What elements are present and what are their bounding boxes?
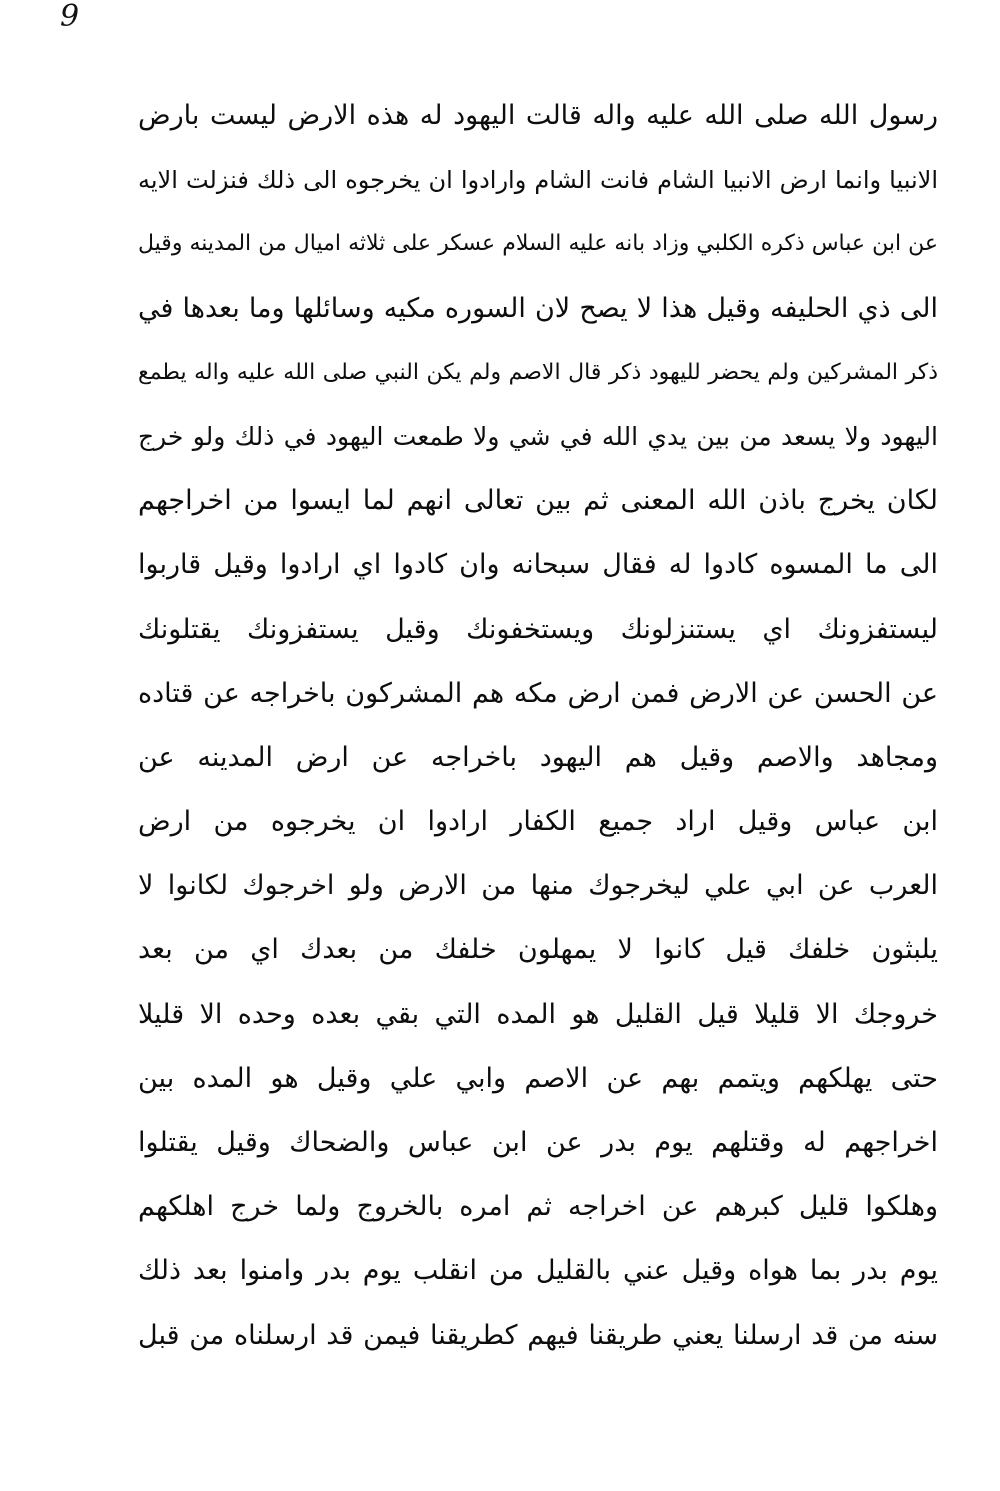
text-line: اليهود ولا يسعد من بين يدي الله في شي ولا طمعت اليهود في ذلك ولو خرج <box>138 421 938 451</box>
text-line: عن ابن عباس ذكره الكلبي وزاد بانه عليه السلام عسكر على ثلاثه اميال من المدينه وقيل <box>138 231 938 257</box>
text-line: عن الحسن عن الارض فمن ارض مكه هم المشركون باخراجه عن قتاده <box>138 677 938 709</box>
text-line: ذكر المشركين ولم يحضر لليهود ذكر قال الاصم ولم يكن النبي صلى الله عليه واله يطمع <box>138 359 938 385</box>
page-number: 9 <box>60 0 80 34</box>
text-line: ليستفزونك اي يستنزلونك ويستخفونك وقيل يستفزونك يقتلونك <box>138 613 938 645</box>
text-line: اخراجهم له وقتلهم يوم بدر عن ابن عباس والضحاك وقيل يقتلوا <box>138 1127 938 1158</box>
text-line: يلبثون خلفك قيل كانوا لا يمهلون خلفك من بعدك اي من بعد <box>138 934 938 966</box>
text-line: سنه من قد ارسلنا يعني طريقنا فيهم كطريقنا فيمن قد ارسلناه من قبل <box>138 1319 938 1351</box>
manuscript-text-block <box>138 84 938 1368</box>
text-line: لكان يخرج باذن الله المعنى ثم بين تعالى انهم لما ايسوا من اخراجهم <box>138 485 938 517</box>
text-line: يوم بدر بما هواه وقيل عني بالقليل من انقلب يوم بدر وامنوا بعد ذلك <box>138 1255 938 1287</box>
text-line: ومجاهد والاصم وقيل هم اليهود باخراجه عن ارض المدينه عن <box>138 741 938 773</box>
text-line: الانبيا وانما ارض الانبيا الشام فانت الشام وارادوا ان يخرجوه الى ذلك فنزلت الايه <box>138 166 938 195</box>
text-line: العرب عن ابي علي ليخرجوك منها من الارض ولو اخرجوك لكانوا لا <box>138 870 938 902</box>
text-line: خروجك الا قليلا قيل القليل هو المده التي بقي بعده وحده الا قليلا <box>138 998 938 1030</box>
text-line: ابن عباس وقيل اراد جميع الكفار ارادوا ان يخرجوه من ارض <box>138 806 938 838</box>
text-line: وهلكوا قليل كبرهم عن اخراجه ثم امره بالخروج ولما خرج اهلكهم <box>138 1191 938 1223</box>
text-line: الى ذي الحليفه وقيل هذا لا يصح لان السوره مكيه وسائلها وما بعدها في <box>138 292 938 324</box>
text-line: الى ما المسوه كادوا له فقال سبحانه وان كادوا اي ارادوا وقيل قاربوا <box>138 549 938 581</box>
text-line: حتى يهلكهم ويتمم بهم عن الاصم وابي علي وقيل هو المده بين <box>138 1062 938 1094</box>
text-line: رسول الله صلى الله عليه واله قالت اليهود له هذه الارض ليست بارض <box>138 100 938 131</box>
